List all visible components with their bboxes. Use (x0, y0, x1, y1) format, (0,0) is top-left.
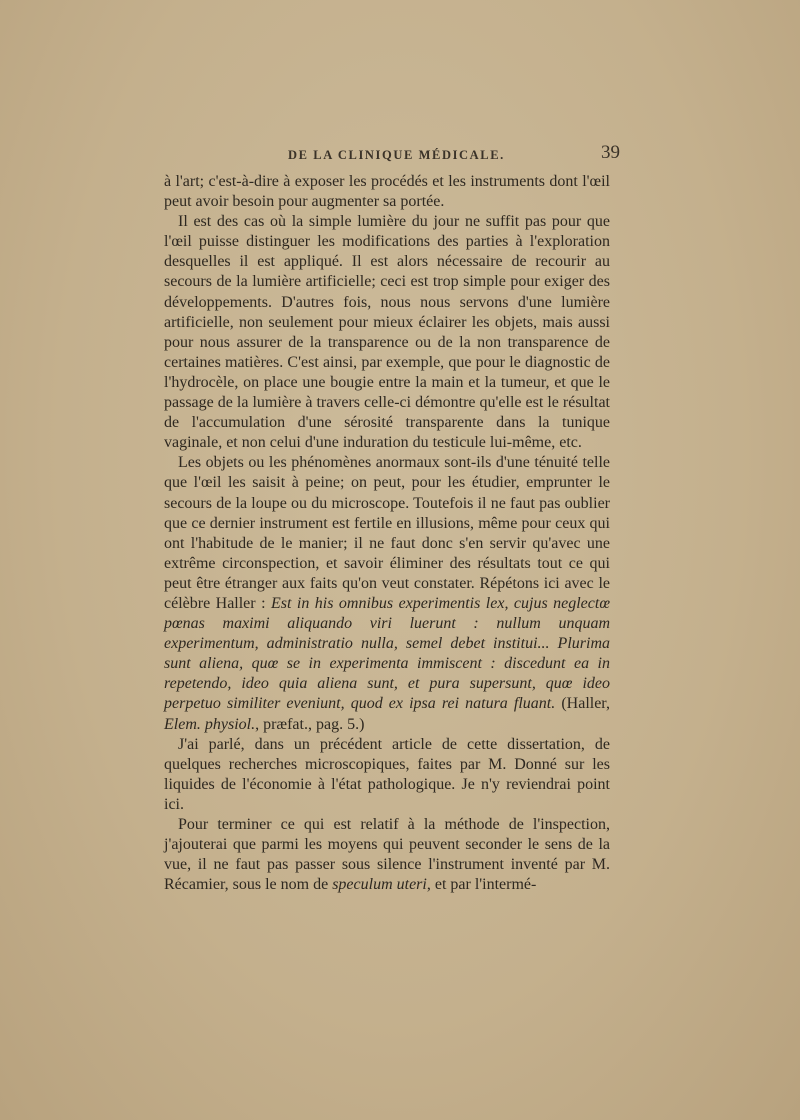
page-body (164, 172, 610, 895)
text-run: J'ai parlé, dans un précédent article de cette dissertation, de quelques recherches microscopiques, faites par M. Donné sur les liquides de l'économie à l'état pathologique. Je n'y reviendrai point ici. (164, 735, 610, 813)
text-run: Pour terminer ce qui est relatif à la méthode de l'inspection, j'ajouterai que parmi les moyens qui peuvent seconder le sens de la vue, il ne faut pas passer sous silence l'instrument inventé par M. Récamier, sous le nom de (164, 816, 610, 894)
text-run: , præfat., pag. 5.) (255, 715, 365, 733)
paragraph (164, 172, 610, 212)
paragraph (164, 212, 610, 453)
italic-text-run: Est in his omnibus experimentis lex, cujus neglectœ pœnas maximi aliquando viri luerunt : nullum unquam experimentum, administratio nulla, semel debet institui... Plurima sunt aliena, quœ se in experimenta immiscent : discedunt ea in repetendo, ideo quia aliena sunt, et pura supersunt, quœ ideo perpetuo similiter eveniunt, quod ex ipsa rei natura fluant. (164, 594, 611, 713)
page-number: 39 (601, 142, 620, 163)
text-run: Il est des cas où la simple lumière du jour ne suffit pas pour que l'œil puisse distinguer les modifications des parties à l'exploration desquelles il est appliqué. Il est alors nécessaire de recourir au secours de la lumière artificielle; ceci est trop simple pour exiger des développements. D'autres fois, nous nous servons d'une lumière artificielle, non seulement pour mieux éclairer les objets, mais aussi pour nous assurer de la transparence ou de la non transparence de certaines matières. C'est ainsi, par exemple, que pour le diagnostic de l'hydrocèle, on place une bougie entre la main et la tumeur, et que le passage de la lumière à travers celle-ci démontre qu'elle est le résultat de l'accumulation d'une sérosité transparente dans la tunique vaginale, et non celui d'une induration du testicule lui-même, etc. (164, 213, 610, 452)
paragraph (164, 453, 610, 734)
page-header (160, 142, 620, 168)
text-run: à l'art; c'est-à-dire à exposer les procédés et les instruments dont l'œil peut avoir besoin pour augmenter sa portée. (164, 173, 610, 211)
paragraph (164, 815, 610, 895)
running-title: DE LA CLINIQUE MÉDICALE. (288, 148, 505, 162)
italic-text-run: Elem. physiol. (164, 715, 256, 733)
paragraph (164, 735, 610, 815)
text-run: (Haller, (555, 695, 610, 713)
italic-text-run: speculum uteri (332, 876, 427, 894)
text-run: Les objets ou les phénomènes anormaux sont-ils d'une ténuité telle que l'œil les saisit à peine; on peut, pour les étudier, emprunter le secours de la loupe ou du microscope. Toutefois il ne faut pas oublier que ce dernier instrument est fertile en illusions, même pour ceux qui ont l'habitude de le manier; il ne faut donc s'en servir qu'avec une extrême circonspection, et savoir éliminer des résultats tout ce qui peut être étranger aux faits qu'on veut constater. Répétons ici avec le célèbre Haller : (164, 454, 610, 612)
text-run: , et par l'intermé- (426, 876, 537, 894)
